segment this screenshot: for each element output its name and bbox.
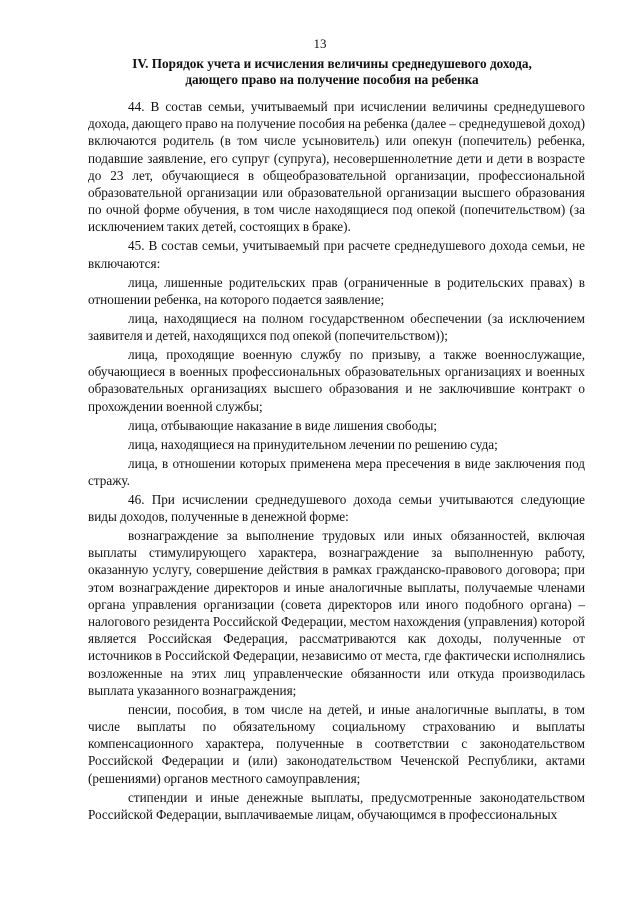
list-item: лица, отбывающие наказание в виде лишения свободы; (128, 417, 438, 433)
list-item: лица, лишенные родительских прав (ограниченные в родительских правах) в отношении ребенка, на которого подается заявление; (88, 274, 585, 307)
document-body (88, 98, 585, 825)
section-heading-line-1: IV. Порядок учета и исчисления величины среднедушевого дохода, (132, 56, 532, 71)
list-item: лица, находящиеся на принудительном лечении по решению суда; (128, 436, 498, 452)
section-heading (78, 56, 586, 88)
list-item: лица, проходящие военную службу по призыву, а также военнослужащие, обучающиеся в военных профессиональных образовательных организациях и военных образовательных организациях высшего образования и не заключившие контракт о прохождении военной службы; (88, 347, 585, 414)
list-item: лица, в отношении которых применена мера пресечения в виде заключения под стражу. (88, 455, 585, 488)
list-item: вознаграждение за выполнение трудовых или иных обязанностей, включая выплаты стимулирующего характера, вознаграждение за выполненную работу, оказанную услугу, совершение действия в рамках гражданско-правового договора; при этом вознаграждение директоров и иные аналогичные выплаты, получаемые членами органа управления организации (совета директоров или иного подобного органа) – налогового резидента Российской Федерации, местом нахождения (управления) которой является Российская Федерация, рассматриваются как доходы, полученные от источников в Российской Федерации, независимо от места, где фактически исполнялись возложенные на этих лиц управленческие обязанности или откуда производилась выплата указанного вознаграждения; (88, 528, 585, 698)
paragraph-44: 44. В состав семьи, учитываемый при исчислении величины среднедушевого дохода, дающего право на получение пособия на ребенка (далее – среднедушевой доход) включаются родитель (в том числе усыновитель) или опекун (попечитель) ребенка, подавшие заявление, его супруг (супруга), несовершеннолетние дети и дети в возрасте до 23 лет, обучающиеся в общеобразовательной организации, профессиональной образовательной организации или образовательной организации высшего образования по очной форме обучения, в том числе находящиеся под опекой (попечительством) (за исключением таких детей, состоящих в браке). (88, 99, 585, 235)
paragraph-45: 45. В состав семьи, учитываемый при расчете среднедушевого дохода семьи, не включаются: (88, 238, 585, 271)
list-item: пенсии, пособия, в том числе на детей, и иные аналогичные выплаты, в том числе выплаты по обязательному социальному страхованию и выплаты компенсационного характера, полученные в соответствии с законодательством Российской Федерации и (или) законодательством Чеченской Республики, актами (решениями) органов местного самоуправления; (88, 701, 585, 786)
section-heading-line-2: дающего право на получение пособия на ребенка (185, 72, 479, 87)
page-number: 13 (313, 36, 327, 51)
list-item: стипендии и иные денежные выплаты, предусмотренные законодательством Российской Федерации, выплачиваемые лицам, обучающимся в профессиональных (88, 789, 585, 822)
list-item: лица, находящиеся на полном государственном обеспечении (за исключением заявителя и детей, находящихся под опекой (попечительством)); (88, 310, 585, 344)
paragraph-46: 46. При исчислении среднедушевого дохода семьи учитываются следующие виды доходов, полученные в денежной форме: (88, 491, 585, 525)
